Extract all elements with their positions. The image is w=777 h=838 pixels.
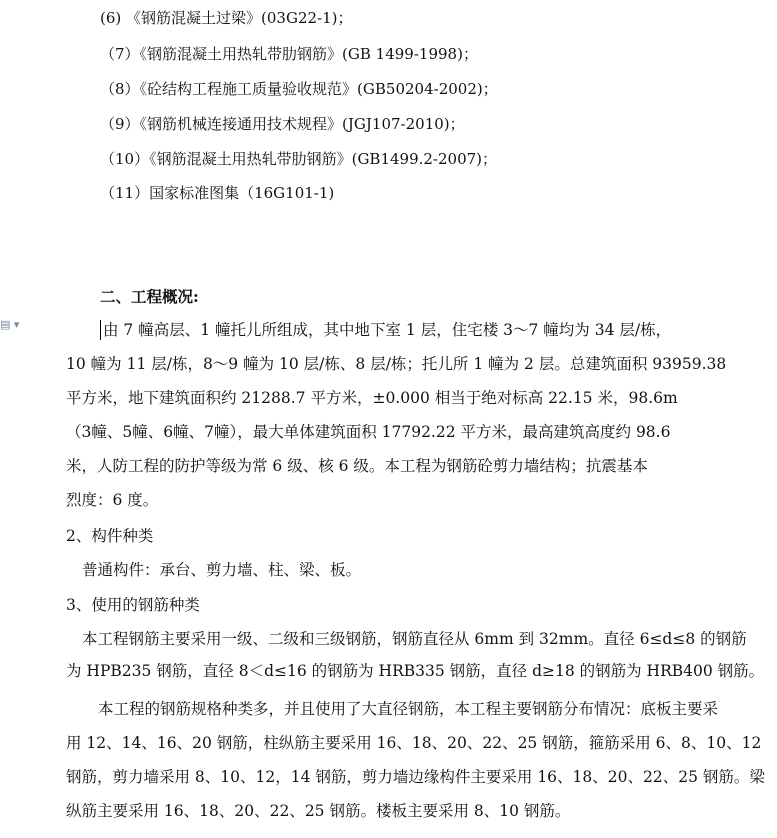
overview-line: 米，人防工程的防护等级为常 6 级、核 6 级。本工程为钢筋砼剪力墙结构；抗震基本 bbox=[66, 457, 648, 475]
overview-line: 10 幢为 11 层/栋，8～9 幢为 10 层/栋、8 层/栋；托儿所 1 幢为 2 层。总建筑面积 93959.38 bbox=[66, 355, 727, 373]
subsection-title: 3、使用的钢筋种类 bbox=[66, 596, 200, 614]
rebar-line: 用 12、14、16、20 钢筋，柱纵筋主要采用 16、18、20、22、25 钢筋，箍筋采用 6、8、10、12 bbox=[66, 734, 762, 752]
reference-item: （7）《钢筋混凝土用热轧带肋钢筋》(GB 1499-1998)； bbox=[100, 45, 478, 63]
rebar-line: 纵筋主要采用 16、18、20、22、25 钢筋。楼板主要采用 8、10 钢筋。 bbox=[66, 802, 571, 820]
overview-line: 平方米，地下建筑面积约 21288.7 平方米，±0.000 相当于绝对标高 22.15 米，98.6m bbox=[66, 389, 678, 407]
rebar-line: 本工程钢筋主要采用一级、二级和三级钢筋，钢筋直径从 6mm 到 32mm。直径 6≤d≤8 的钢筋 bbox=[82, 630, 747, 648]
paragraph-marker-icon[interactable]: ▤ ▾ bbox=[0, 318, 20, 331]
rebar-line: 钢筋，剪力墙采用 8、10、12，14 钢筋，剪力墙边缘构件主要采用 16、18、20、22、25 钢筋。梁 bbox=[66, 768, 765, 786]
section-heading: 二、工程概况: bbox=[100, 287, 199, 306]
subsection-title: 2、构件种类 bbox=[66, 527, 154, 545]
reference-item: （8）《砼结构工程施工质量验收规范》(GB50204-2002)； bbox=[100, 80, 498, 98]
rebar-line: 为 HPB235 钢筋，直径 8＜d≤16 的钢筋为 HRB335 钢筋，直径 d≥18 的钢筋为 HRB400 钢筋。 bbox=[66, 662, 765, 680]
subsection-text: 普通构件：承台、剪力墙、柱、梁、板。 bbox=[82, 561, 362, 579]
text-cursor bbox=[100, 320, 101, 340]
rebar-line: 本工程的钢筋规格种类多，并且使用了大直径钢筋，本工程主要钢筋分布情况：底板主要采 bbox=[98, 700, 719, 718]
reference-item: （9）《钢筋机械连接通用技术规程》(JGJ107-2010)； bbox=[100, 115, 465, 133]
overview-line: 烈度：6 度。 bbox=[66, 491, 159, 509]
reference-item: (6) 《钢筋混凝土过梁》(03G22-1)； bbox=[100, 9, 353, 27]
overview-line: （3幢、5幢、6幢、7幢），最大单体建筑面积 17792.22 平方米，最高建筑高度约 98.6 bbox=[66, 423, 671, 441]
reference-item: （10）《钢筋混凝土用热轧带肋钢筋》(GB1499.2-2007)； bbox=[100, 150, 498, 168]
reference-item: （11）国家标准图集（16G101-1) bbox=[100, 184, 335, 202]
overview-line: 由 7 幢高层、1 幢托儿所组成，其中地下室 1 层，住宅楼 3～7 幢均为 34 层/栋， bbox=[103, 321, 672, 339]
